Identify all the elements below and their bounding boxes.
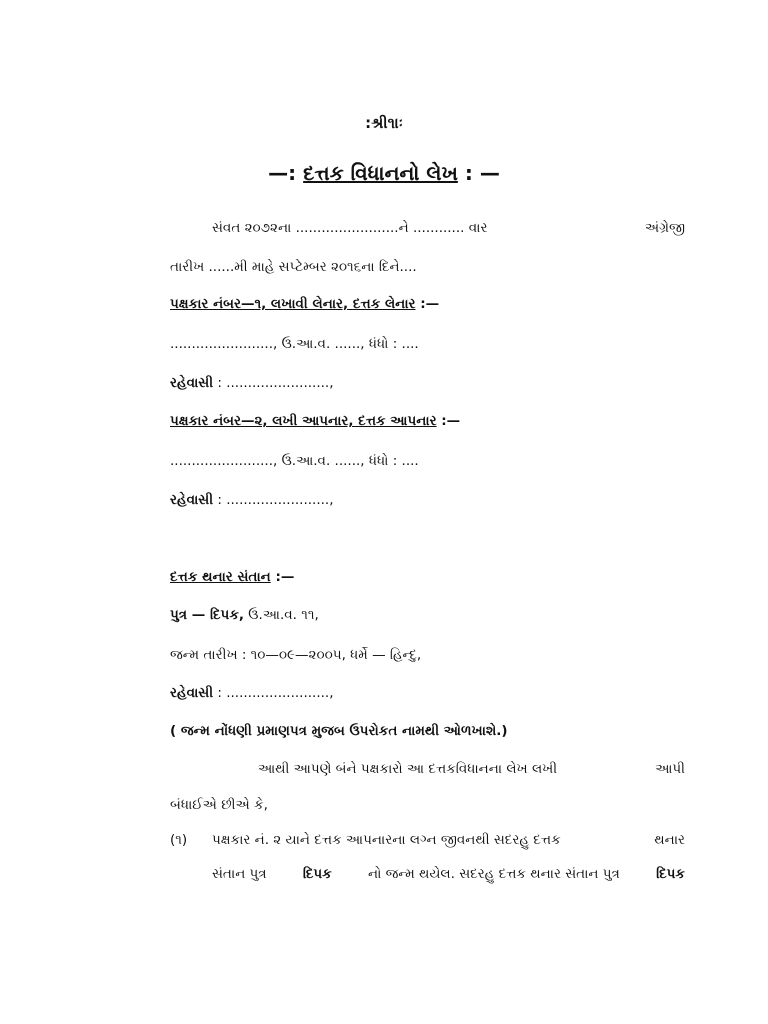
child-residence-label: રહેવાસી	[170, 685, 214, 701]
para1-line-2: બંધાઈએ છીએ કે,	[170, 797, 268, 813]
party2-details: ........................, ઉ.આ.વ. ......, ધંધો : ....	[170, 453, 419, 469]
child-residence-value: : ........................,	[213, 685, 334, 701]
title-main: દત્તક વિધાનનો લેખ	[303, 161, 458, 185]
invocation-heading: :શ્રી૧ાઃ	[365, 114, 403, 132]
para1-line-1	[258, 759, 685, 779]
party2-residence	[170, 490, 334, 510]
party1-residence	[170, 373, 334, 393]
child-son	[170, 605, 319, 625]
child-heading-text: દત્તક થનાર સંતાન	[170, 569, 271, 585]
party2-residence-value: : ........................,	[213, 492, 334, 508]
child-son-age: ઉ.આ.વ. ૧૧,	[243, 607, 319, 623]
party2-heading-text: પક્ષકાર નંબર—૨, લખી આપનાર, દત્તક આપનાર	[170, 413, 437, 429]
clause1-line-1-text: પક્ષકાર નં. ૨ યાને દત્તક આપનારના લગ્ન જીવનથી સદરહુ દત્તક	[212, 832, 561, 848]
clause1-line-1-end: થનાર	[654, 832, 685, 848]
intro-line-1	[212, 218, 685, 238]
party2-residence-label: રહેવાસી	[170, 492, 214, 508]
clause1-line-2-name1: દિપક	[302, 866, 332, 882]
party1-residence-label: રહેવાસી	[170, 375, 214, 391]
child-heading	[170, 567, 294, 587]
party2-heading	[170, 411, 460, 431]
child-son-label: પુત્ર — દિપક,	[170, 607, 244, 623]
clause1-line-2-b: નો જન્મ થયેલ. સદરહુ દત્તક થનાર સંતાન પુત્ર	[367, 866, 620, 882]
clause1-line-2-name2: દિપક	[656, 866, 685, 882]
title-suffix: : —	[464, 161, 500, 185]
clause1-number: (૧)	[170, 832, 188, 848]
party1-residence-value: : ........................,	[213, 375, 334, 391]
para1-line-1-text: આથી આપણે બંને પક્ષકારો આ દત્તકવિધાનના લેખ લખી	[258, 761, 558, 777]
child-heading-suffix: :—	[270, 569, 295, 585]
intro-line-1-text: સંવત ૨૦૭૨ના ........................ને ............ વાર	[212, 220, 488, 236]
clause1-line-1	[212, 830, 685, 850]
clause1-line-2-a: સંતાન પુત્ર	[212, 866, 267, 882]
title-prefix: —:	[268, 161, 297, 185]
party1-heading-suffix: :—	[415, 296, 440, 312]
child-note: ( જન્મ નોંધણી પ્રમાણપત્ર મુજબ ઉપરોકત નામથી ઓળખાશે.)	[170, 723, 508, 739]
para1-line-1-end: આપી	[655, 761, 685, 777]
party2-heading-suffix: :—	[436, 413, 461, 429]
child-residence	[170, 683, 334, 703]
party1-heading-text: પક્ષકાર નંબર—૧, લખાવી લેનાર, દત્તક લેનાર	[170, 296, 416, 312]
page-title	[0, 159, 768, 187]
clause1-line-2	[212, 864, 685, 884]
intro-line-2: તારીખ ......મી માહે સપ્ટેમ્બર ૨૦૧૬ના દિને....	[170, 259, 417, 275]
party1-heading	[170, 294, 439, 314]
child-birth: જન્મ તારીખ : ૧૦—૦૯—૨૦૦૫, ધર્મે — હિન્દુ,	[170, 647, 422, 663]
intro-line-1-end: અંગ્રેજી	[644, 220, 685, 236]
party1-details: ........................, ઉ.આ.વ. ......, ધંધો : ....	[170, 336, 419, 352]
